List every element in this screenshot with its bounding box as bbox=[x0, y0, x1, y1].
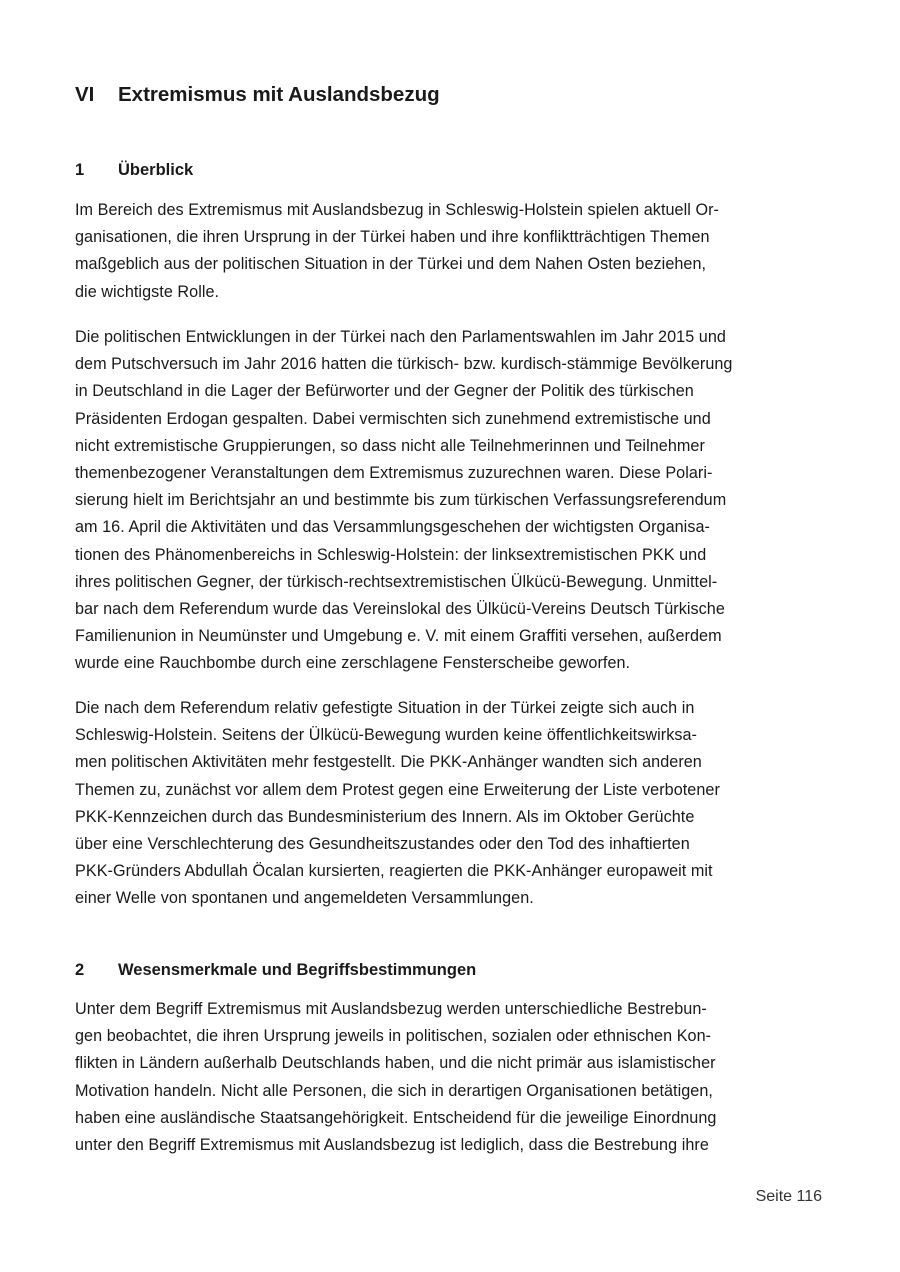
section-title: Wesensmerkmale und Begriffsbestimmungen bbox=[118, 961, 477, 979]
text-line: PKK-Kennzeichen durch das Bundesministerium des Innern. Als im Oktober Gerüchte bbox=[75, 807, 695, 826]
text-line: Die nach dem Referendum relativ gefestigte Situation in der Türkei zeigte sich auch in bbox=[75, 699, 695, 717]
text-line: die wichtigste Rolle. bbox=[75, 282, 220, 301]
text-line: men politischen Aktivitäten mehr festgestellt. Die PKK-Anhänger wandten sich anderen bbox=[75, 753, 702, 772]
text-line: Motivation handeln. Nicht alle Personen, die sich in derartigen Organisationen betätigen, bbox=[75, 1081, 713, 1100]
section-number: 1 bbox=[75, 161, 85, 179]
chapter-title: Extremismus mit Auslandsbezug bbox=[118, 83, 440, 106]
section-number: 2 bbox=[75, 961, 85, 979]
paragraph-4 bbox=[75, 996, 835, 1159]
text-line: PKK-Gründers Abdullah Öcalan kursierten, reagierten die PKK-Anhänger europaweit mit bbox=[75, 862, 713, 881]
chapter-number: VI bbox=[75, 83, 95, 106]
text-line: ganisationen, die ihren Ursprung in der Türkei haben und ihre konfliktträchtigen Themen bbox=[75, 228, 710, 247]
text-line: sierung hielt im Berichtsjahr an und bestimmte bis zum türkischen Verfassungsreferendum bbox=[75, 491, 727, 510]
paragraph-3 bbox=[75, 695, 835, 913]
text-line: am 16. April die Aktivitäten und das Versammlungsgeschehen der wichtigsten Organisa- bbox=[75, 518, 710, 537]
text-line: Themen zu, zunächst vor allem dem Protest gegen eine Erweiterung der Liste verbotener bbox=[75, 780, 720, 799]
chapter-heading bbox=[75, 82, 440, 108]
text-line: dem Putschversuch im Jahr 2016 hatten die türkisch- bzw. kurdisch-stämmige Bevölkerung bbox=[75, 355, 733, 374]
text-line: wurde eine Rauchbombe durch eine zerschlagene Fensterscheibe geworfen. bbox=[75, 654, 631, 673]
text-line: tionen des Phänomenbereichs in Schleswig-Holstein: der linksextremistischen PKK und bbox=[75, 545, 707, 564]
section-heading-2 bbox=[75, 959, 476, 981]
text-line: Präsidenten Erdogan gespalten. Dabei vermischten sich zunehmend extremistische und bbox=[75, 409, 711, 428]
text-line: über eine Verschlechterung des Gesundheitszustandes oder den Tod des inhaftierten bbox=[75, 834, 690, 853]
text-line: flikten in Ländern außerhalb Deutschlands haben, und die nicht primär aus islamistischer bbox=[75, 1054, 716, 1073]
text-line: nicht extremistische Gruppierungen, so dass nicht alle Teilnehmerinnen und Teilnehmer bbox=[75, 436, 705, 455]
text-line: gen beobachtet, die ihren Ursprung jeweils in politischen, sozialen oder ethnischen Kon- bbox=[75, 1027, 712, 1046]
text-line: Im Bereich des Extremismus mit Auslandsbezug in Schleswig-Holstein spielen aktuell Or- bbox=[75, 201, 719, 219]
text-line: Schleswig-Holstein. Seitens der Ülkücü-Bewegung wurden keine öffentlichkeitswirksa- bbox=[75, 726, 697, 745]
section-title: Überblick bbox=[118, 161, 194, 179]
text-line: maßgeblich aus der politischen Situation in der Türkei und dem Nahen Osten beziehen, bbox=[75, 255, 707, 274]
paragraph-1 bbox=[75, 197, 835, 306]
text-line: themenbezogener Veranstaltungen dem Extremismus zuzurechnen waren. Diese Polari- bbox=[75, 463, 713, 482]
text-line: bar nach dem Referendum wurde das Vereinslokal des Ülkücü-Vereins Deutsch Türkische bbox=[75, 599, 725, 618]
text-line: in Deutschland in die Lager der Befürworter und der Gegner der Politik des türkischen bbox=[75, 382, 694, 401]
text-line: haben eine ausländische Staatsangehörigkeit. Entscheidend für die jeweilige Einordnung bbox=[75, 1108, 717, 1127]
paragraph-2 bbox=[75, 324, 835, 677]
text-line: unter den Begriff Extremismus mit Auslandsbezug ist lediglich, dass die Bestrebung ihre bbox=[75, 1135, 709, 1154]
text-line: Unter dem Begriff Extremismus mit Auslandsbezug werden unterschiedliche Bestrebun- bbox=[75, 1000, 707, 1018]
text-line: ihres politischen Gegner, der türkisch-rechtsextremistischen Ülkücü-Bewegung. Unmittel- bbox=[75, 572, 718, 591]
page-number: Seite 116 bbox=[755, 1188, 822, 1205]
text-line: Familienunion in Neumünster und Umgebung e. V. mit einem Graffiti versehen, außerdem bbox=[75, 627, 722, 646]
section-heading-1 bbox=[75, 159, 193, 181]
text-line: Die politischen Entwicklungen in der Türkei nach den Parlamentswahlen im Jahr 2015 und bbox=[75, 328, 726, 346]
text-line: einer Welle von spontanen und angemeldeten Versammlungen. bbox=[75, 889, 534, 908]
